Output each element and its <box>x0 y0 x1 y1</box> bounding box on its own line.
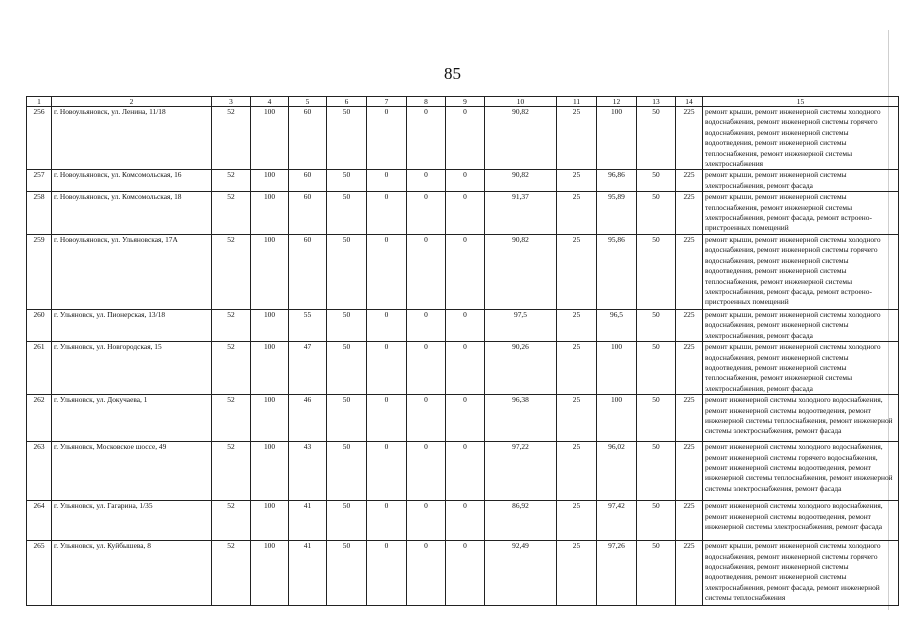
row-number-cell: 260 <box>27 309 52 341</box>
col12-cell: 100 <box>597 395 637 442</box>
col6-cell: 50 <box>327 342 367 395</box>
column-header: 8 <box>407 97 446 107</box>
address-cell: г. Ульяновск, Московское шоссе, 49 <box>52 442 212 501</box>
col3-cell: 52 <box>212 234 251 309</box>
col12-cell: 95,89 <box>597 192 637 235</box>
col13-cell: 50 <box>637 192 676 235</box>
col10-cell: 90,26 <box>485 342 557 395</box>
col8-cell: 0 <box>407 541 446 606</box>
col8-cell: 0 <box>407 395 446 442</box>
col3-cell: 52 <box>212 541 251 606</box>
col4-cell: 100 <box>251 170 289 192</box>
table-row <box>27 309 899 341</box>
register-table <box>26 96 899 606</box>
col9-cell: 0 <box>446 442 485 501</box>
address-cell: г. Ульяновск, ул. Гагарина, 1/35 <box>52 501 212 541</box>
col8-cell: 0 <box>407 342 446 395</box>
col12-cell: 97,26 <box>597 541 637 606</box>
col7-cell: 0 <box>367 107 407 170</box>
col7-cell: 0 <box>367 395 407 442</box>
col11-cell: 25 <box>557 395 597 442</box>
row-number-cell: 259 <box>27 234 52 309</box>
col5-cell: 47 <box>289 342 327 395</box>
column-header: 13 <box>637 97 676 107</box>
address-cell: г. Ульяновск, ул. Докучаева, 1 <box>52 395 212 442</box>
column-header: 1 <box>27 97 52 107</box>
col11-cell: 25 <box>557 342 597 395</box>
row-number-cell: 263 <box>27 442 52 501</box>
col10-cell: 97,5 <box>485 309 557 341</box>
col6-cell: 50 <box>327 501 367 541</box>
works-cell: ремонт инженерной системы холодного водоснабжения, ремонт инженерной системы горячего водоснабжения, ремонт инженерной системы водоотведения, ремонт инженерной системы теплоснабжения, ремонт инженерной системы электроснабжения, ремонт фасада <box>703 442 899 501</box>
page-number: 85 <box>444 64 461 83</box>
column-header: 9 <box>446 97 485 107</box>
row-number-cell: 261 <box>27 342 52 395</box>
col9-cell: 0 <box>446 541 485 606</box>
col11-cell: 25 <box>557 501 597 541</box>
col8-cell: 0 <box>407 501 446 541</box>
col9-cell: 0 <box>446 309 485 341</box>
row-number-cell: 258 <box>27 192 52 235</box>
address-cell: г. Новоульяновск, ул. Ульяновская, 17А <box>52 234 212 309</box>
col14-cell: 225 <box>676 501 703 541</box>
col4-cell: 100 <box>251 501 289 541</box>
col13-cell: 50 <box>637 107 676 170</box>
col8-cell: 0 <box>407 442 446 501</box>
col12-cell: 100 <box>597 342 637 395</box>
col4-cell: 100 <box>251 107 289 170</box>
col6-cell: 50 <box>327 395 367 442</box>
col8-cell: 0 <box>407 309 446 341</box>
col14-cell: 225 <box>676 309 703 341</box>
col3-cell: 52 <box>212 342 251 395</box>
col7-cell: 0 <box>367 442 407 501</box>
col13-cell: 50 <box>637 170 676 192</box>
row-number-cell: 262 <box>27 395 52 442</box>
col10-cell: 90,82 <box>485 234 557 309</box>
col14-cell: 225 <box>676 342 703 395</box>
address-cell: г. Ульяновск, ул. Новгородская, 15 <box>52 342 212 395</box>
col5-cell: 55 <box>289 309 327 341</box>
col5-cell: 41 <box>289 501 327 541</box>
row-number-cell: 256 <box>27 107 52 170</box>
col9-cell: 0 <box>446 395 485 442</box>
address-cell: г. Ульяновск, ул. Пионерская, 13/18 <box>52 309 212 341</box>
col5-cell: 43 <box>289 442 327 501</box>
table-row <box>27 442 899 501</box>
col13-cell: 50 <box>637 395 676 442</box>
col5-cell: 60 <box>289 234 327 309</box>
col10-cell: 91,37 <box>485 192 557 235</box>
works-cell: ремонт крыши, ремонт инженерной системы холодного водоснабжения, ремонт инженерной системы горячего водоснабжения, ремонт инженерной системы водоотведения, ремонт инженерной системы теплоснабжения, ремонт инженерной системы электроснабжения, ремонт фасада, ремонт встроено-пристроенных помещений <box>703 234 899 309</box>
works-cell: ремонт крыши, ремонт инженерной системы холодного водоснабжения, ремонт инженерной системы электроснабжения, ремонт фасада <box>703 309 899 341</box>
col4-cell: 100 <box>251 541 289 606</box>
col10-cell: 97,22 <box>485 442 557 501</box>
col11-cell: 25 <box>557 541 597 606</box>
col9-cell: 0 <box>446 234 485 309</box>
col4-cell: 100 <box>251 234 289 309</box>
col7-cell: 0 <box>367 342 407 395</box>
col6-cell: 50 <box>327 541 367 606</box>
col7-cell: 0 <box>367 541 407 606</box>
works-cell: ремонт инженерной системы холодного водоснабжения, ремонт инженерной системы водоотведения, ремонт инженерной системы теплоснабжения, ремонт инженерной системы электроснабжения, ремонт фасада <box>703 395 899 442</box>
column-header: 3 <box>212 97 251 107</box>
table-row <box>27 170 899 192</box>
col5-cell: 46 <box>289 395 327 442</box>
col6-cell: 50 <box>327 442 367 501</box>
col10-cell: 86,92 <box>485 501 557 541</box>
column-header: 6 <box>327 97 367 107</box>
works-cell: ремонт крыши, ремонт инженерной системы теплоснабжения, ремонт инженерной системы электроснабжения, ремонт фасада, ремонт встроено-пристроенных помещений <box>703 192 899 235</box>
column-header: 2 <box>52 97 212 107</box>
col6-cell: 50 <box>327 309 367 341</box>
col9-cell: 0 <box>446 342 485 395</box>
col13-cell: 50 <box>637 234 676 309</box>
col12-cell: 97,42 <box>597 501 637 541</box>
works-cell: ремонт инженерной системы холодного водоснабжения, ремонт инженерной системы водоотведения, ремонт инженерной системы электроснабжения, ремонт фасада <box>703 501 899 541</box>
col5-cell: 41 <box>289 541 327 606</box>
col4-cell: 100 <box>251 342 289 395</box>
col14-cell: 225 <box>676 170 703 192</box>
col7-cell: 0 <box>367 192 407 235</box>
col7-cell: 0 <box>367 501 407 541</box>
row-number-cell: 265 <box>27 541 52 606</box>
col11-cell: 25 <box>557 192 597 235</box>
col8-cell: 0 <box>407 192 446 235</box>
column-header: 10 <box>485 97 557 107</box>
column-header: 12 <box>597 97 637 107</box>
col13-cell: 50 <box>637 442 676 501</box>
col10-cell: 90,82 <box>485 107 557 170</box>
col6-cell: 50 <box>327 234 367 309</box>
column-header: 14 <box>676 97 703 107</box>
col11-cell: 25 <box>557 309 597 341</box>
col12-cell: 96,5 <box>597 309 637 341</box>
col7-cell: 0 <box>367 309 407 341</box>
col3-cell: 52 <box>212 395 251 442</box>
col13-cell: 50 <box>637 541 676 606</box>
address-cell: г. Новоульяновск, ул. Комсомольская, 18 <box>52 192 212 235</box>
col10-cell: 90,82 <box>485 170 557 192</box>
table-row <box>27 107 899 170</box>
works-cell: ремонт крыши, ремонт инженерной системы холодного водоснабжения, ремонт инженерной системы водоотведения, ремонт инженерной системы теплоснабжения, ремонт инженерной системы электроснабжения, ремонт фасада <box>703 342 899 395</box>
col4-cell: 100 <box>251 309 289 341</box>
col7-cell: 0 <box>367 234 407 309</box>
col8-cell: 0 <box>407 234 446 309</box>
col6-cell: 50 <box>327 107 367 170</box>
col4-cell: 100 <box>251 442 289 501</box>
table-row <box>27 395 899 442</box>
column-header: 15 <box>703 97 899 107</box>
col12-cell: 96,86 <box>597 170 637 192</box>
col9-cell: 0 <box>446 192 485 235</box>
col11-cell: 25 <box>557 107 597 170</box>
col8-cell: 0 <box>407 107 446 170</box>
col7-cell: 0 <box>367 170 407 192</box>
col3-cell: 52 <box>212 501 251 541</box>
col14-cell: 225 <box>676 395 703 442</box>
col11-cell: 25 <box>557 170 597 192</box>
col3-cell: 52 <box>212 192 251 235</box>
table-row <box>27 192 899 235</box>
col14-cell: 225 <box>676 442 703 501</box>
col5-cell: 60 <box>289 170 327 192</box>
col13-cell: 50 <box>637 309 676 341</box>
col6-cell: 50 <box>327 170 367 192</box>
col12-cell: 100 <box>597 107 637 170</box>
col14-cell: 225 <box>676 192 703 235</box>
col14-cell: 225 <box>676 541 703 606</box>
row-number-cell: 257 <box>27 170 52 192</box>
col5-cell: 60 <box>289 192 327 235</box>
address-cell: г. Новоульяновск, ул. Комсомольская, 16 <box>52 170 212 192</box>
col9-cell: 0 <box>446 501 485 541</box>
col3-cell: 52 <box>212 170 251 192</box>
table-row <box>27 234 899 309</box>
column-header: 7 <box>367 97 407 107</box>
col9-cell: 0 <box>446 170 485 192</box>
col3-cell: 52 <box>212 442 251 501</box>
address-cell: г. Новоульяновск, ул. Ленина, 11/18 <box>52 107 212 170</box>
col12-cell: 95,86 <box>597 234 637 309</box>
col9-cell: 0 <box>446 107 485 170</box>
column-header: 5 <box>289 97 327 107</box>
col10-cell: 96,38 <box>485 395 557 442</box>
col11-cell: 25 <box>557 442 597 501</box>
table-row <box>27 501 899 541</box>
address-cell: г. Ульяновск, ул. Куйбышева, 8 <box>52 541 212 606</box>
col13-cell: 50 <box>637 342 676 395</box>
col6-cell: 50 <box>327 192 367 235</box>
col3-cell: 52 <box>212 309 251 341</box>
col5-cell: 60 <box>289 107 327 170</box>
col4-cell: 100 <box>251 192 289 235</box>
row-number-cell: 264 <box>27 501 52 541</box>
column-header-row <box>27 97 899 107</box>
works-cell: ремонт крыши, ремонт инженерной системы электроснабжения, ремонт фасада <box>703 170 899 192</box>
column-header: 11 <box>557 97 597 107</box>
col10-cell: 92,49 <box>485 541 557 606</box>
col14-cell: 225 <box>676 234 703 309</box>
works-cell: ремонт крыши, ремонт инженерной системы холодного водоснабжения, ремонт инженерной системы горячего водоснабжения, ремонт инженерной системы водоотведения, ремонт инженерной системы электроснабжения, ремонт фасада, ремонт инженерной системы теплоснабжения <box>703 541 899 606</box>
col13-cell: 50 <box>637 501 676 541</box>
works-cell: ремонт крыши, ремонт инженерной системы холодного водоснабжения, ремонт инженерной системы горячего водоснабжения, ремонт инженерной системы водоотведения, ремонт инженерной системы теплоснабжения, ремонт инженерной системы электроснабжения <box>703 107 899 170</box>
col4-cell: 100 <box>251 395 289 442</box>
col12-cell: 96,02 <box>597 442 637 501</box>
table-row <box>27 342 899 395</box>
col11-cell: 25 <box>557 234 597 309</box>
col8-cell: 0 <box>407 170 446 192</box>
table-row <box>27 541 899 606</box>
column-header: 4 <box>251 97 289 107</box>
col14-cell: 225 <box>676 107 703 170</box>
col3-cell: 52 <box>212 107 251 170</box>
